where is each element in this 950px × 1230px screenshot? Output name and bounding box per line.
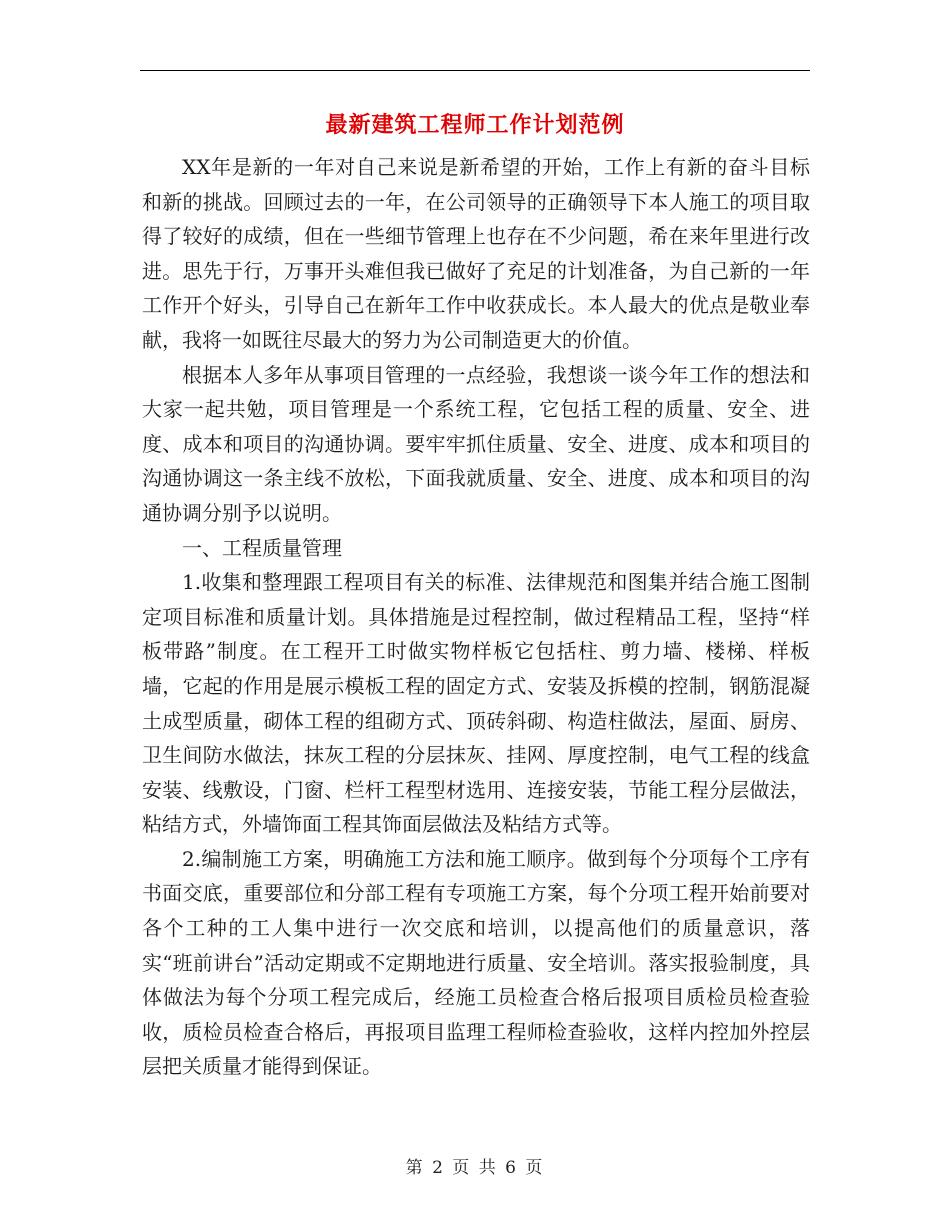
paragraph-overview: 根据本人多年从事项目管理的一点经验，我想谈一谈今年工作的想法和大家一起共勉，项目管理是一个系统工程，它包括工程的质量、安全、进度、成本和项目的沟通协调。要牢牢抓住质量、安全、进度、成本和项目的沟通协调这一条主线不放松，下面我就质量、安全、进度、成本和项目的沟通协调分别予以说明。 bbox=[142, 362, 810, 525]
section-heading-quality: 一、工程质量管理 bbox=[182, 535, 342, 560]
header-rule bbox=[140, 70, 810, 71]
document-body bbox=[142, 150, 810, 1084]
paragraph-intro: XX年是新的一年对自己来说是新希望的开始，工作上有新的奋斗目标和新的挑战。回顾过去的一年，在公司领导的正确领导下本人施工的项目取得了较好的成绩，但在一些细节管理上也存在不少问题，希在来年里进行改进。思先于行，万事开头难但我已做好了充足的计划准备，为自己新的一年工作开个好头，引导自己在新年工作中收获成长。本人最大的优点是敬业奉献，我将一如既往尽最大的努力为公司制造更大的价值。 bbox=[142, 155, 810, 352]
page-number: 第 2 页 共 6 页 bbox=[405, 1158, 545, 1178]
paragraph-item-2: 2.编制施工方案，明确施工方法和施工顺序。做到每个分项每个工序有书面交底，重要部位和分部工程有专项施工方案，每个分项工程开始前要对各个工种的工人集中进行一次交底和培训，以提高他们的质量意识，落实“班前讲台”活动定期或不定期地进行质量、安全培训。落实报验制度，具体做法为每个分项工程完成后，经施工员检查合格后报项目质检员检查验收，质检员检查合格后，再报项目监理工程师检查验收，这样内控加外控层层把关质量才能得到保证。 bbox=[142, 846, 810, 1079]
document-title: 最新建筑工程师工作计划范例 bbox=[325, 112, 625, 138]
paragraph-item-1: 1.收集和整理跟工程项目有关的标准、法律规范和图集并结合施工图制定项目标准和质量计划。具体措施是过程控制，做过程精品工程，坚持“样板带路”制度。在工程开工时做实物样板它包括柱、剪力墙、楼梯、样板墙，它起的作用是展示模板工程的固定方式、安装及拆模的控制，钢筋混凝土成型质量，砌体工程的组砌方式、顶砖斜砌、构造柱做法，屋面、厨房、卫生间防水做法，抹灰工程的分层抹灰、挂网、厚度控制，电气工程的线盒安装、线敷设，门窗、栏杆工程型材选用、连接安装，节能工程分层做法，粘结方式，外墙饰面工程其饰面层做法及粘结方式等。 bbox=[142, 570, 810, 837]
